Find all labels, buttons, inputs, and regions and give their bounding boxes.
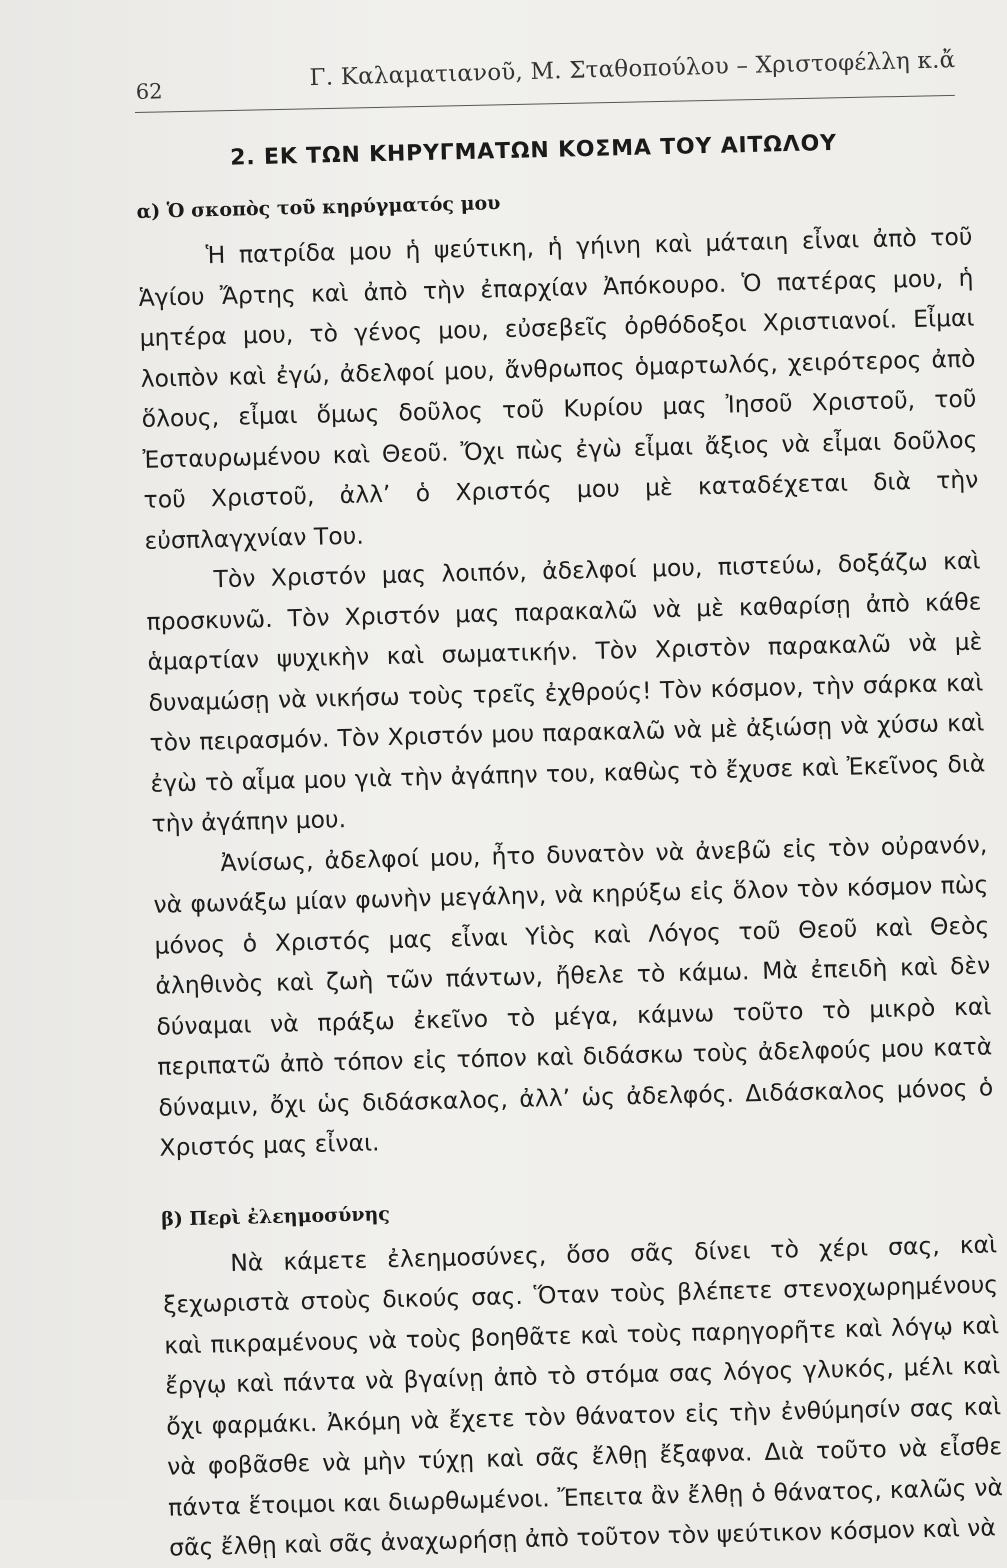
paragraph: Νὰ κάμετε ἐλεημοσύνες, ὅσο σᾶς δίνει τὸ χέρι σας, καὶ ξεχωριστὰ στοὺς δικούς σας. Ὅταν τοὺς βλέπετε στενοχωρημένους καὶ πικραμένους νὰ τοὺς βοηθᾶτε καὶ τοὺς παρηγορῆτε καὶ λόγῳ καὶ ἔργῳ καὶ πάντα νὰ βγαίνῃ ἀπὸ τὸ στόμα σας λόγος γλυκός, μέλι καὶ ὄχι φαρμάκι. Ἀκόμη νὰ ἔχετε τὸν θάνατον εἰς τὴν ἐνθύμησίν σας καὶ νὰ φοβᾶσθε νὰ μὴν τύχῃ καὶ σᾶς ἔλθῃ ἔξαφνα. Διὰ τοῦτο νὰ εἶσθε πάντα ἕτοιμοι και διωρθωμένοι. Ἔπειτα ἂν ἔλθῃ ὁ θάνατος, καλῶς νὰ σᾶς ἔλθῃ καὶ σᾶς ἀναχωρήσῃ ἀπὸ τοῦτον τὸν ψεύτικον κόσμον καὶ νὰ (162, 1229, 1004, 1562)
section-heading-almsgiving: β) Περὶ ἐλεημοσύνης (160, 1202, 391, 1231)
paragraph: Τὸν Χριστόν μας λοιπόν, ἀδελφοί μου, πιστεύω, δοξάζω καὶ προσκυνῶ. Τὸν Χριστόν μας παρακαλῶ νὰ μὲ καθαρίσῃ ἀπὸ κάθε ἁμαρτίαν ψυχικὴν καὶ σωματικήν. Τὸν Χριστὸν παρακαλῶ νὰ μὲ δυναμώσῃ νὰ νικήσω τοὺς τρεῖς ἐχθρούς! Τὸν κόσμον, τὴν σάρκα καὶ τὸν πειρασμόν. Τὸν Χριστόν μου παρακαλῶ νὰ μὲ ἀξιώσῃ νὰ χύσω καὶ ἐγὼ τὸ αἷμα μου γιὰ τὴν ἀγάπην του, καθὼς τὸ ἔχυσε καὶ Ἐκεῖνος διὰ τὴν ἀγάπην μου. (146, 546, 986, 838)
page-number: 62 (135, 79, 163, 104)
chapter-title: 2. ΕΚ ΤΩΝ ΚΗΡΥΓΜΑΤΩΝ ΚΟΣΜΑ ΤΟΥ ΑΙΤΩΛΟΥ (229, 130, 838, 171)
page-header (135, 39, 956, 102)
paragraph: Ἡ πατρίδα μου ἡ ψεύτικη, ἡ γήινη καὶ μάταιη εἶναι ἀπὸ τοῦ Ἁγίου Ἄρτης καὶ ἀπὸ τὴν ἐπαρχίαν Ἀπόκουρο. Ὁ πατέρας μου, ἡ μητέρα μου, τὸ γένος μου, εὐσεβεῖς ὀρθόδοξοι Χριστιανοί. Εἶμαι λοιπὸν καὶ ἐγώ, ἀδελφοί μου, ἄνθρωπος ὁμαρτωλός, χειρότερος ἀπὸ ὅλους, εἶμαι ὅμως δοῦλος τοῦ Κυρίου μας Ἰησοῦ Χριστοῦ, τοῦ Ἐσταυρωμένου καὶ Θεοῦ. Ὄχι πὼς ἐγὼ εἶμαι ἄξιος νὰ εἶμαι δοῦλος τοῦ Χριστοῦ, ἀλλ’ ὁ Χριστός μου μὲ καταδέχεται διὰ τὴν εὐσπλαγχνίαν Του. (138, 222, 979, 555)
paragraph: Ἀνίσως, ἀδελφοί μου, ἦτο δυνατὸν νὰ ἀνεβῶ εἰς τὸν οὐρανόν, νὰ φωνάξω μίαν φωνὴν μεγάλην, νὰ κηρύξω εἰς ὅλον τὸν κόσμον πὼς μόνος ὁ Χριστός μας εἶναι Υἱὸς καὶ Λόγος τοῦ Θεοῦ καὶ Θεὸς ἀληθινὸς καὶ ζωὴ τῶν πάντων, ἤθελε τὸ κάμω. Μὰ ἐπειδὴ καὶ δὲν δύναμαι νὰ πράξω ἐκεῖνο τὸ μέγα, κάμνω τοῦτο τὸ μικρὸ καὶ περιπατῶ ἀπὸ τόπον εἰς τόπον καὶ διδάσκω τοὺς ἀδελφούς μου κατὰ δύναμιν, ὄχι ὡς διδάσκαλος, ἀλλ’ ὡς ἀδελφός. Διδάσκαλος μόνος ὁ Χριστός μας εἶναι. (153, 829, 994, 1162)
section-heading-purpose: α) Ὁ σκοπὸς τοῦ κηρύγματός μου (136, 192, 501, 223)
page-body (135, 128, 1004, 1568)
running-head: Γ. Καλαματιανοῦ, Μ. Σταθοπούλου – Χριστοφέλλη κ.ἄ (309, 47, 956, 92)
